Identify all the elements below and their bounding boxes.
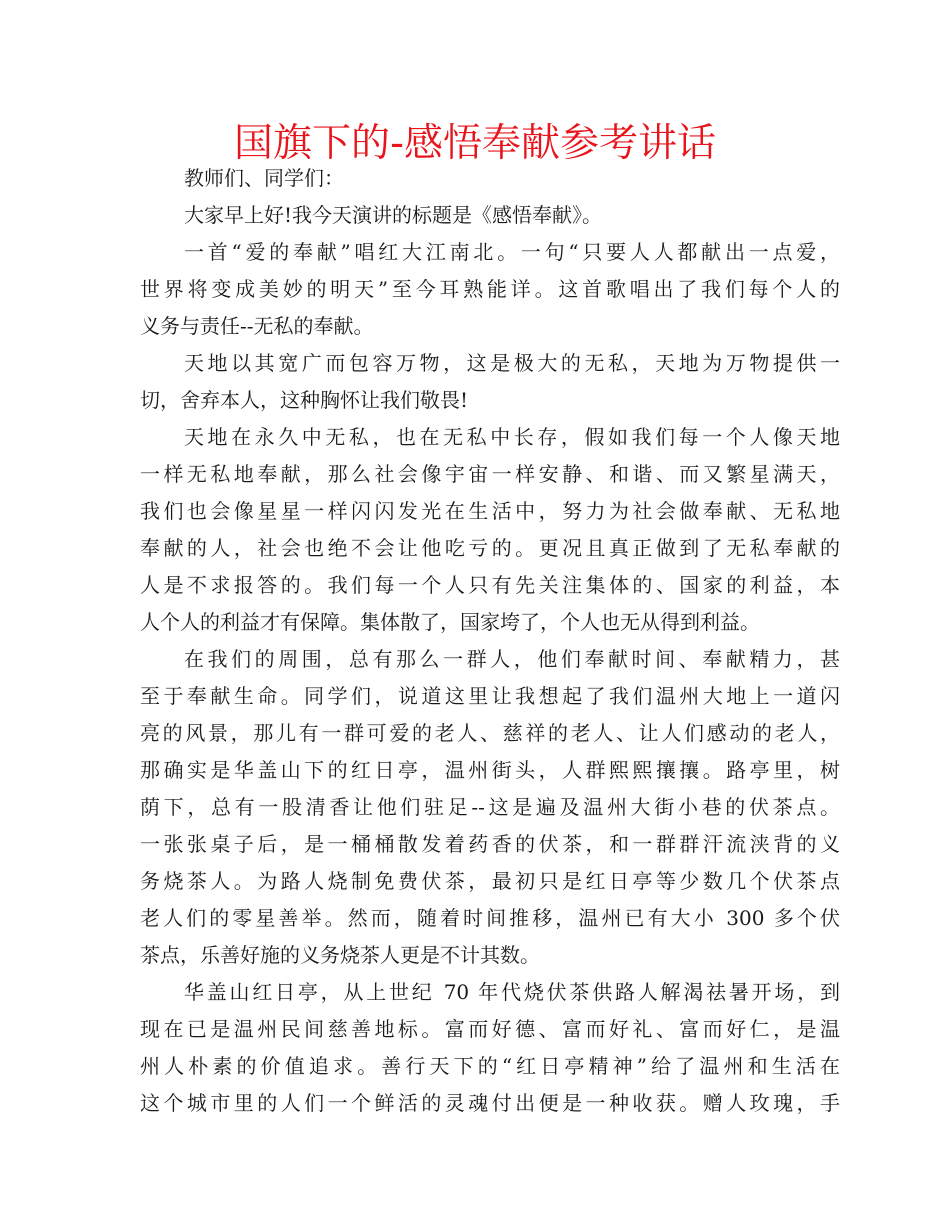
- paragraph-line: 一样无私地奉献，那么社会像宇宙一样安静、和谐、而又繁星满天，: [140, 462, 840, 486]
- paragraph-line: 州人朴素的价值追求。善行天下的“红日亭精神”给了温州和生活在: [140, 1054, 840, 1078]
- page-title: 国旗下的-感悟奉献参考讲话: [233, 121, 717, 166]
- paragraph: [140, 197, 840, 234]
- paragraph-line: 世界将变成美妙的明天”至今耳熟能详。这首歌唱出了我们每个人的: [140, 277, 840, 301]
- paragraph-line: 老人们的零星善举。然而，随着时间推移，温州已有大小 300 多个伏: [140, 906, 840, 930]
- paragraph: [140, 234, 840, 345]
- paragraph-line: 我们也会像星星一样闪闪发光在生活中，努力为社会做奉献、无私地: [140, 499, 840, 523]
- paragraph: [140, 160, 840, 197]
- paragraph-line: 奉献的人，社会也绝不会让他吃亏的。更况且真正做到了无私奉献的: [140, 536, 840, 560]
- paragraph-line: 人是不求报答的。我们每一个人只有先关注集体的、国家的利益，本: [140, 573, 840, 597]
- paragraph-line: 这个城市里的人们一个鲜活的灵魂付出便是一种收获。赠人玫瑰，手: [140, 1091, 840, 1115]
- paragraph-line: 切，舍弃本人，这种胸怀让我们敬畏!: [140, 388, 469, 412]
- paragraph-line: 义务与责任--无私的奉献。: [140, 314, 374, 338]
- paragraph-line: 现在已是温州民间慈善地标。富而好德、富而好礼、富而好仁，是温: [140, 1017, 840, 1041]
- paragraph-line: 荫下，总有一股清香让他们驻足--这是遍及温州大街小巷的伏茶点。: [140, 795, 840, 819]
- paragraph-line: 天地在永久中无私，也在无私中长存，假如我们每一个人像天地: [184, 425, 840, 449]
- paragraph-line: 至于奉献生命。同学们，说道这里让我想起了我们温州大地上一道闪: [140, 684, 840, 708]
- paragraph: [140, 419, 840, 641]
- paragraph-line: 一首“爱的奉献”唱红大江南北。一句“只要人人都献出一点爱，: [184, 240, 840, 264]
- paragraph-line: 茶点，乐善好施的义务烧茶人更是不计其数。: [140, 943, 540, 967]
- paragraph-line: 华盖山红日亭，从上世纪 70 年代烧伏茶供路人解渴祛暑开场，到: [184, 980, 840, 1004]
- paragraph-line: 亮的风景，那儿有一群可爱的老人、慈祥的老人、让人们感动的老人，: [140, 721, 840, 745]
- paragraph-line: 教师们、同学们：: [184, 166, 344, 190]
- paragraph-line: 天地以其宽广而包容万物，这是极大的无私，天地为万物提供一: [184, 351, 840, 375]
- document-body: [140, 160, 840, 1122]
- paragraph-line: 那确实是华盖山下的红日亭，温州街头，人群熙熙攘攘。路亭里，树: [140, 758, 840, 782]
- paragraph-line: 在我们的周围，总有那么一群人，他们奉献时间、奉献精力，甚: [184, 647, 840, 671]
- paragraph-line: 务烧茶人。为路人烧制免费伏茶，最初只是红日亭等少数几个伏茶点: [140, 869, 840, 893]
- paragraph-line: 大家早上好!我今天演讲的标题是《感悟奉献》。: [184, 203, 603, 227]
- paragraph-line: 人个人的利益才有保障。集体散了，国家垮了，个人也无从得到利益。: [140, 610, 760, 634]
- paragraph: [140, 641, 840, 974]
- paragraph: [140, 345, 840, 419]
- paragraph-line: 一张张桌子后，是一桶桶散发着药香的伏茶，和一群群汗流浃背的义: [140, 832, 840, 856]
- paragraph: [140, 974, 840, 1122]
